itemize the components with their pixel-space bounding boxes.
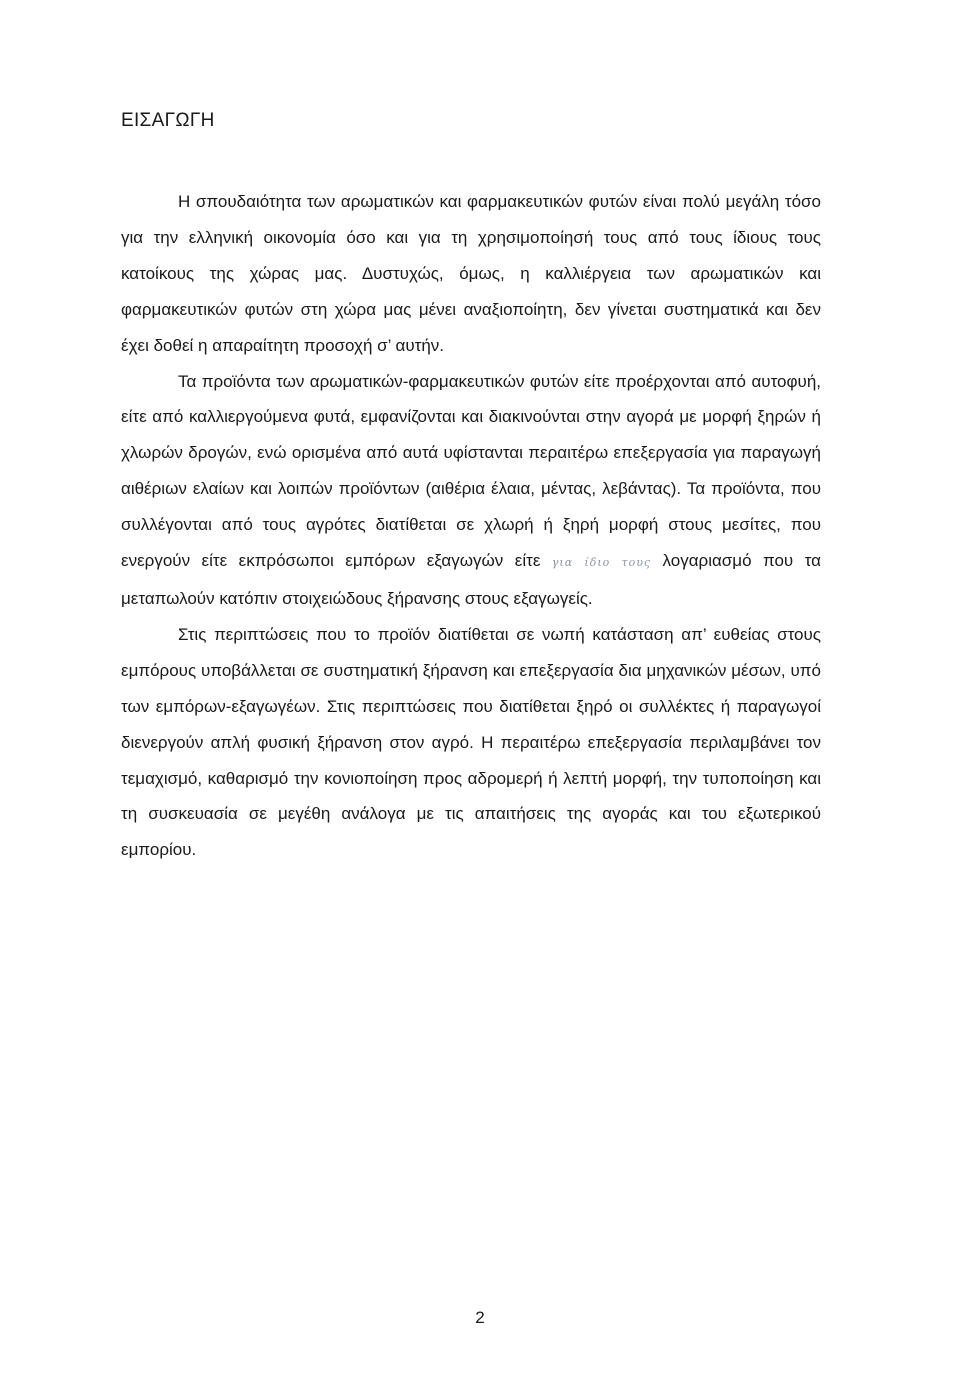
paragraph-intro: Η σπουδαιότητα των αρωματικών και φαρμακευτικών φυτών είναι πολύ μεγάλη τόσο για την ελληνική οικονομία όσο και για τη χρησιμοποίησή τους από τους ίδιους τους κατοίκους της χώρας μας. Δυστυχώς, όμως, η καλλιέργεια των αρωματικών και φαρμακευτικών φυτών στη χώρα μας μένει αναξιοποίητη, δεν γίνεται συστηματικά και δεν έχει δοθεί η απαραίτητη προσοχή σ’ αυτήν. (121, 192, 821, 355)
section-heading: ΕΙΣΑΓΩΓΗ (121, 110, 215, 131)
handwritten-note: για ίδιο τους (551, 556, 652, 570)
paragraph-products-continuation: λογαριασμό που τα μεταπωλούν κατόπιν στοιχειώδους ξήρανσης στους εξαγωγείς. (121, 551, 821, 608)
page-number: 2 (475, 1308, 485, 1327)
paragraph-products-text: Τα προϊόντα των αρωματικών-φαρμακευτικών φυτών είτε προέρχονται από αυτοφυή, είτε από καλλιεργούμενα φυτά, εμφανίζονται και διακινούνται στην αγορά με μορφή ξηρών ή χλωρών δρογών, ενώ ορισμένα από αυτά υφίστανται περαιτέρω επεξεργασία για παραγωγή αιθέριων ελαίων και λοιπών προϊόντων (αιθέρια έλαια, μέντας, λεβάντας). Τα προϊόντα, που συλλέγονται από τους αγρότες διατίθεται σε χλωρή ή ξηρή μορφή στους μεσίτες, που ενεργούν είτε εκπρόσωποι εμπόρων εξαγωγών είτε (121, 371, 821, 571)
body-text (121, 184, 821, 868)
paragraph-products (121, 364, 821, 617)
paragraph-processing: Στις περιπτώσεις που το προϊόν διατίθεται σε νωπή κατάσταση απ’ ευθείας στους εμπόρους υποβάλλεται σε συστηματική ξήρανση και επεξεργασία δια μηχανικών μέσων, υπό των εμπόρων-εξαγωγέων. Στις περιπτώσεις που διατίθεται ξηρό οι συλλέκτες ή παραγωγοί διενεργούν απλή φυσική ξήρανση στον αγρό. Η περαιτέρω επεξεργασία περιλαμβάνει τον τεμαχισμό, καθαρισμό την κονιοποίηση προς αδρομερή ή λεπτή μορφή, την τυποποίηση και τη συσκευασία σε μεγέθη ανάλογα με τις απαιτήσεις της αγοράς και του εξωτερικού εμπορίου. (121, 624, 821, 860)
